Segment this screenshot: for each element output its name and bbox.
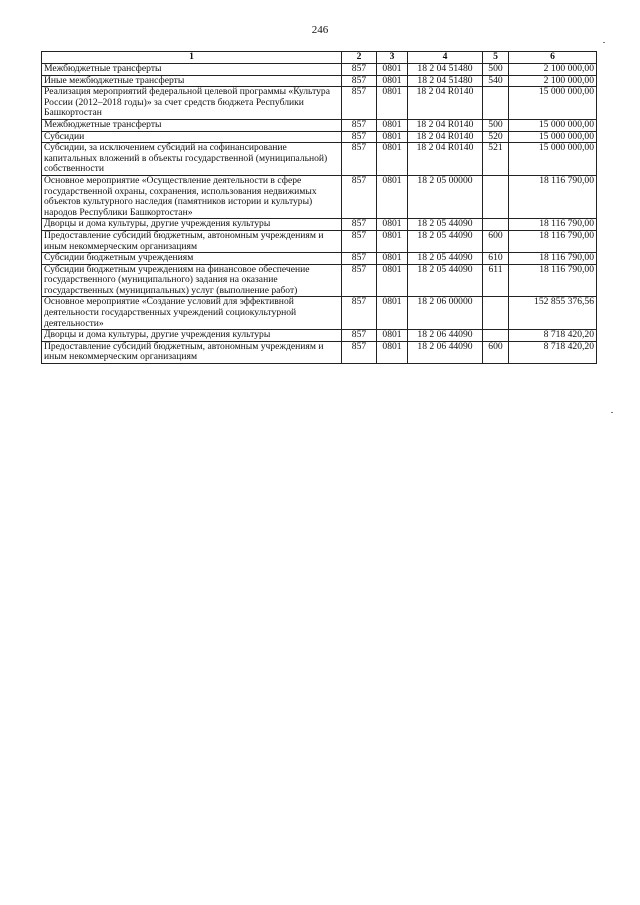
table-row	[42, 253, 597, 265]
row-section-code: 0801	[377, 87, 408, 120]
table-row	[42, 341, 597, 363]
row-target-code: 18 2 04 R0140	[408, 119, 483, 131]
row-target-code: 18 2 06 00000	[408, 297, 483, 330]
row-amount: 18 116 790,00	[509, 264, 597, 297]
row-amount: 18 116 790,00	[509, 175, 597, 218]
row-expense-type: 500	[483, 64, 509, 76]
row-section-code: 0801	[377, 75, 408, 87]
row-target-code: 18 2 05 44090	[408, 219, 483, 231]
column-header-4: 4	[408, 52, 483, 64]
row-amount: 18 116 790,00	[509, 230, 597, 252]
row-description: Дворцы и дома культуры, другие учреждения культуры	[42, 330, 342, 342]
row-target-code: 18 2 04 R0140	[408, 143, 483, 176]
row-target-code: 18 2 04 51480	[408, 64, 483, 76]
row-section-code: 0801	[377, 64, 408, 76]
row-description: Иные межбюджетные трансферты	[42, 75, 342, 87]
row-expense-type	[483, 175, 509, 218]
row-description: Межбюджетные трансферты	[42, 119, 342, 131]
row-expense-type	[483, 297, 509, 330]
row-target-code: 18 2 04 R0140	[408, 87, 483, 120]
table-row	[42, 230, 597, 252]
row-description: Предоставление субсидий бюджетным, автономным учреждениям и иным некоммерческим организациям	[42, 341, 342, 363]
row-section-code: 0801	[377, 341, 408, 363]
table-row	[42, 175, 597, 218]
row-admin-code: 857	[342, 131, 377, 143]
row-description: Дворцы и дома культуры, другие учреждения культуры	[42, 219, 342, 231]
row-admin-code: 857	[342, 87, 377, 120]
column-header-5: 5	[483, 52, 509, 64]
row-expense-type	[483, 87, 509, 120]
row-section-code: 0801	[377, 264, 408, 297]
column-header-2: 2	[342, 52, 377, 64]
row-amount: 2 100 000,00	[509, 64, 597, 76]
row-admin-code: 857	[342, 341, 377, 363]
row-description: Реализация мероприятий федеральной целевой программы «Культура России (2012–2018 годы)» за счет средств бюджета Республики Башкортостан	[42, 87, 342, 120]
table-row	[42, 219, 597, 231]
column-header-6: 6	[509, 52, 597, 64]
row-admin-code: 857	[342, 230, 377, 252]
column-header-1: 1	[42, 52, 342, 64]
row-description: Межбюджетные трансферты	[42, 64, 342, 76]
row-target-code: 18 2 05 00000	[408, 175, 483, 218]
row-admin-code: 857	[342, 143, 377, 176]
row-section-code: 0801	[377, 297, 408, 330]
row-section-code: 0801	[377, 131, 408, 143]
row-amount: 18 116 790,00	[509, 219, 597, 231]
row-expense-type: 611	[483, 264, 509, 297]
row-target-code: 18 2 05 44090	[408, 230, 483, 252]
row-amount: 8 718 420,20	[509, 341, 597, 363]
row-expense-type: 610	[483, 253, 509, 265]
row-target-code: 18 2 05 44090	[408, 264, 483, 297]
row-expense-type: 500	[483, 119, 509, 131]
scan-speck	[603, 42, 605, 43]
budget-table	[41, 51, 597, 364]
row-amount: 15 000 000,00	[509, 119, 597, 131]
row-section-code: 0801	[377, 330, 408, 342]
row-target-code: 18 2 06 44090	[408, 330, 483, 342]
row-description: Основное мероприятие «Создание условий для эффективной деятельности государственных учреждений социокультурной деятельности»	[42, 297, 342, 330]
row-section-code: 0801	[377, 230, 408, 252]
table-row	[42, 119, 597, 131]
row-section-code: 0801	[377, 253, 408, 265]
row-description: Основное мероприятие «Осуществление деятельности в сфере государственной охраны, сохранения, использования недвижимых объектов культурного наследия (памятников истории и культуры) народов Республики Башкортостан»	[42, 175, 342, 218]
scan-speck	[611, 412, 613, 413]
row-target-code: 18 2 04 51480	[408, 75, 483, 87]
row-description: Предоставление субсидий бюджетным, автономным учреждениям и иным некоммерческим организациям	[42, 230, 342, 252]
row-description: Субсидии бюджетным учреждениям на финансовое обеспечение государственного (муниципального) задания на оказание государственных (муниципальных) услуг (выполнение работ)	[42, 264, 342, 297]
row-description: Субсидии, за исключением субсидий на софинансирование капитальных вложений в объекты государственной (муниципальной) собственности	[42, 143, 342, 176]
row-target-code: 18 2 04 R0140	[408, 131, 483, 143]
row-amount: 2 100 000,00	[509, 75, 597, 87]
row-expense-type	[483, 219, 509, 231]
row-expense-type: 600	[483, 230, 509, 252]
row-admin-code: 857	[342, 264, 377, 297]
row-expense-type: 521	[483, 143, 509, 176]
row-amount: 15 000 000,00	[509, 131, 597, 143]
row-admin-code: 857	[342, 119, 377, 131]
row-amount: 15 000 000,00	[509, 143, 597, 176]
row-section-code: 0801	[377, 119, 408, 131]
row-admin-code: 857	[342, 219, 377, 231]
page-number: 246	[311, 24, 329, 36]
row-amount: 152 855 376,56	[509, 297, 597, 330]
row-admin-code: 857	[342, 253, 377, 265]
row-admin-code: 857	[342, 64, 377, 76]
row-section-code: 0801	[377, 143, 408, 176]
table-row	[42, 264, 597, 297]
row-description: Субсидии	[42, 131, 342, 143]
row-admin-code: 857	[342, 330, 377, 342]
row-amount: 18 116 790,00	[509, 253, 597, 265]
table-row	[42, 330, 597, 342]
table-row	[42, 131, 597, 143]
table-row	[42, 297, 597, 330]
row-expense-type: 600	[483, 341, 509, 363]
table-row	[42, 75, 597, 87]
column-header-3: 3	[377, 52, 408, 64]
row-section-code: 0801	[377, 175, 408, 218]
row-expense-type	[483, 330, 509, 342]
table-row	[42, 143, 597, 176]
table-row	[42, 64, 597, 76]
row-admin-code: 857	[342, 75, 377, 87]
row-target-code: 18 2 05 44090	[408, 253, 483, 265]
row-admin-code: 857	[342, 297, 377, 330]
table-row	[42, 87, 597, 120]
header-row	[42, 52, 597, 64]
row-expense-type: 520	[483, 131, 509, 143]
row-amount: 8 718 420,20	[509, 330, 597, 342]
row-section-code: 0801	[377, 219, 408, 231]
row-target-code: 18 2 06 44090	[408, 341, 483, 363]
row-description: Субсидии бюджетным учреждениям	[42, 253, 342, 265]
row-admin-code: 857	[342, 175, 377, 218]
row-expense-type: 540	[483, 75, 509, 87]
row-amount: 15 000 000,00	[509, 87, 597, 120]
